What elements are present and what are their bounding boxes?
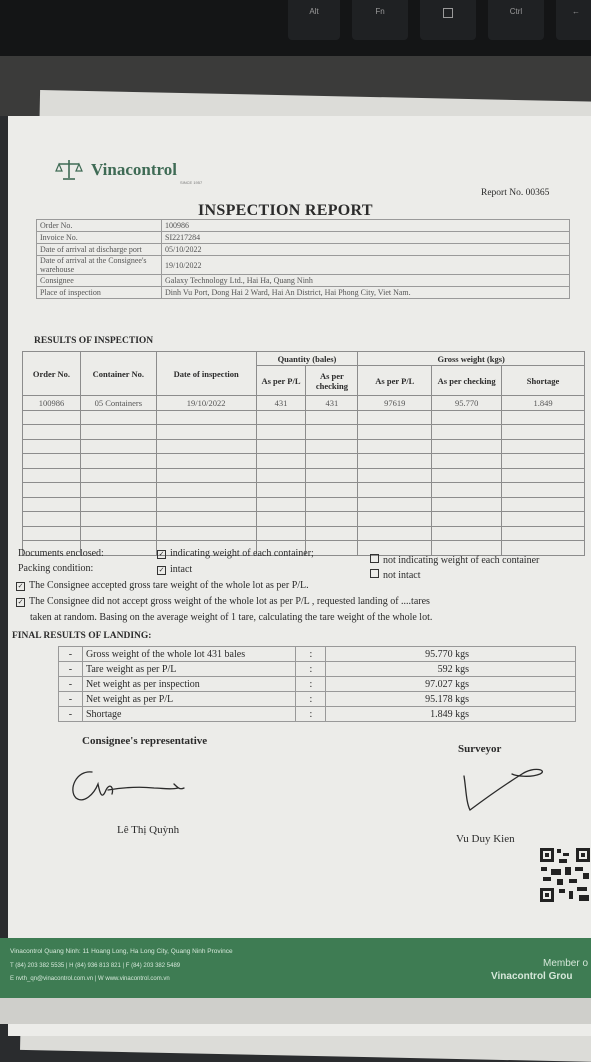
- final-label: Net weight as per P/L: [82, 692, 295, 707]
- info-row: [37, 256, 570, 275]
- info-label: Order No.: [37, 220, 162, 232]
- note-accepted-text: The Consignee accepted gross tare weight of the whole lot as per P/L.: [29, 580, 309, 591]
- col-order-no: Order No.: [23, 352, 81, 396]
- note-not-accepted: [16, 596, 430, 607]
- table-row-empty: [23, 425, 585, 440]
- footer-address: Vinacontrol Quang Ninh: 11 Hoang Long, Ha Long City, Quang Ninh Province: [10, 948, 233, 955]
- empty-box-icon: [370, 569, 379, 578]
- final-label: Gross weight of the whole lot 431 bales: [82, 647, 295, 662]
- info-row: [37, 220, 570, 232]
- packing-option-text: not intact: [383, 570, 421, 581]
- surveyor-name: Vu Duy Kien: [456, 833, 515, 845]
- table-row-empty: [23, 483, 585, 498]
- info-row: [37, 275, 570, 287]
- table-row-empty: [23, 468, 585, 483]
- consignee-name: Lê Thị Quỳnh: [117, 824, 180, 836]
- final-row: - Shortage : 1.849 kgs: [59, 707, 576, 722]
- cell-gw-checking: 95.770: [432, 396, 502, 411]
- col-container-no: Container No.: [80, 352, 156, 396]
- results-table: [22, 351, 585, 556]
- col-qty-checking: As per checking: [306, 366, 358, 396]
- final-row: - Tare weight as per P/L : 592 kgs: [59, 662, 576, 677]
- scales-logo-icon: [55, 158, 83, 182]
- cell-order-no: 100986: [23, 396, 81, 411]
- info-label: Date of arrival at discharge port: [37, 244, 162, 256]
- final-value: 592 kgs: [326, 662, 576, 677]
- brand-tagline: SINCE 1957: [180, 180, 203, 185]
- table-row-empty: [23, 410, 585, 425]
- checked-box-icon: ✓: [158, 550, 165, 558]
- final-value: 95.178 kgs: [326, 692, 576, 707]
- info-value: Galaxy Technology Ltd., Hai Ha, Quang Ninh: [162, 275, 570, 287]
- results-heading: RESULTS OF INSPECTION: [34, 336, 154, 346]
- key-menu: [420, 0, 476, 40]
- paper-bottom-margin: [0, 998, 591, 1024]
- table-row-empty: [23, 526, 585, 541]
- info-row: [37, 244, 570, 256]
- cell-gw-pl: 97619: [358, 396, 432, 411]
- note-not-accepted-text: The Consignee did not accept gross weight of the whole lot as per P/L , requested landing of ....tares: [29, 596, 430, 607]
- consignee-representative-title: Consignee's representative: [82, 735, 208, 747]
- report-title: INSPECTION REPORT: [198, 202, 373, 219]
- col-gw-checking: As per checking: [432, 366, 502, 396]
- cell-qty-pl: 431: [256, 396, 306, 411]
- info-row: [37, 232, 570, 244]
- final-row: - Net weight as per P/L : 95.178 kgs: [59, 692, 576, 707]
- col-qty-pl: As per P/L: [256, 366, 306, 396]
- qr-code-icon: [539, 847, 591, 903]
- info-value: Dinh Vu Port, Dong Hai 2 Ward, Hai An District, Hai Phong City, Viet Nam.: [162, 287, 570, 299]
- order-info-table: [36, 219, 570, 299]
- enclosed-option-text: indicating weight of each container;: [170, 548, 314, 559]
- footer-bar: [0, 938, 591, 998]
- empty-box-icon: [370, 554, 379, 563]
- footer-email-web: E nvth_qn@vinacontrol.com.vn | W www.vinacontrol.com.vn: [10, 976, 170, 982]
- table-row-empty: [23, 497, 585, 512]
- info-label: Date of arrival at the Consignee's warehouse: [37, 256, 162, 275]
- key-arrow: ←: [556, 0, 591, 40]
- col-gross-weight: Gross weight (kgs): [358, 352, 585, 366]
- enclosed-option-checked: [157, 548, 314, 559]
- checked-box-icon: ✓: [158, 566, 165, 574]
- final-row: - Net weight as per inspection : 97.027 kgs: [59, 677, 576, 692]
- final-label: Shortage: [82, 707, 295, 722]
- final-results-table: [58, 646, 576, 722]
- col-date: Date of inspection: [156, 352, 256, 396]
- checked-box-icon: ✓: [17, 598, 24, 606]
- info-value: SI2217284: [162, 232, 570, 244]
- keyboard-background: [0, 0, 591, 56]
- cell-date: 19/10/2022: [156, 396, 256, 411]
- table-row-empty: [23, 439, 585, 454]
- info-label: Consignee: [37, 275, 162, 287]
- table-row-empty: [23, 454, 585, 469]
- col-quantity: Quantity (bales): [256, 352, 358, 366]
- info-value: 100986: [162, 220, 570, 232]
- info-value: 05/10/2022: [162, 244, 570, 256]
- cell-qty-checking: 431: [306, 396, 358, 411]
- note-accepted: [16, 580, 309, 591]
- cell-container-no: 05 Containers: [80, 396, 156, 411]
- table-row-empty: [23, 512, 585, 527]
- final-label: Tare weight as per P/L: [82, 662, 295, 677]
- col-shortage: Shortage: [502, 366, 585, 396]
- info-label: Place of inspection: [37, 287, 162, 299]
- key-fn: Fn: [352, 0, 408, 40]
- final-value: 97.027 kgs: [326, 677, 576, 692]
- footer-phones: T (84) 203 382 5535 | H (84) 936 813 821 | F (84) 203 382 5489: [10, 963, 181, 969]
- checked-box-icon: ✓: [17, 582, 24, 590]
- final-row: - Gross weight of the whole lot 431 bales : 95.770 kgs: [59, 647, 576, 662]
- col-gw-pl: As per P/L: [358, 366, 432, 396]
- menu-key-icon: [443, 8, 453, 18]
- key-alt: Alt: [288, 0, 340, 40]
- final-label: Net weight as per inspection: [82, 677, 295, 692]
- consignee-signature: [62, 760, 202, 810]
- key-ctrl: Ctrl: [488, 0, 544, 40]
- footer-group-name: Vinacontrol Grou: [491, 971, 573, 982]
- note-not-accepted-continued: taken at random. Basing on the average weight of 1 tare, calculating the tare weight of the whole lot.: [30, 612, 433, 623]
- info-row: [37, 287, 570, 299]
- documents-enclosed-label: Documents enclosed:: [18, 548, 104, 559]
- final-results-heading: FINAL RESULTS OF LANDING:: [12, 631, 152, 641]
- packing-condition-label: Packing condition:: [18, 563, 94, 574]
- final-value: 95.770 kgs: [326, 647, 576, 662]
- footer-member-label: Member o: [543, 958, 589, 969]
- report-number: Report No. 00365: [481, 188, 550, 198]
- enclosed-option-unchecked: [370, 554, 539, 566]
- packing-option-checked: [157, 564, 192, 575]
- enclosed-option-text: not indicating weight of each container: [383, 555, 540, 566]
- surveyor-title: Surveyor: [458, 743, 502, 755]
- table-row: [23, 396, 585, 411]
- packing-option-text: intact: [170, 564, 193, 575]
- info-label: Invoice No.: [37, 232, 162, 244]
- surveyor-signature: [456, 762, 556, 818]
- brand-name: Vinacontrol: [91, 160, 177, 179]
- info-value: 19/10/2022: [162, 256, 570, 275]
- cell-shortage: 1.849: [502, 396, 585, 411]
- final-value: 1.849 kgs: [326, 707, 576, 722]
- packing-option-unchecked: [370, 569, 421, 581]
